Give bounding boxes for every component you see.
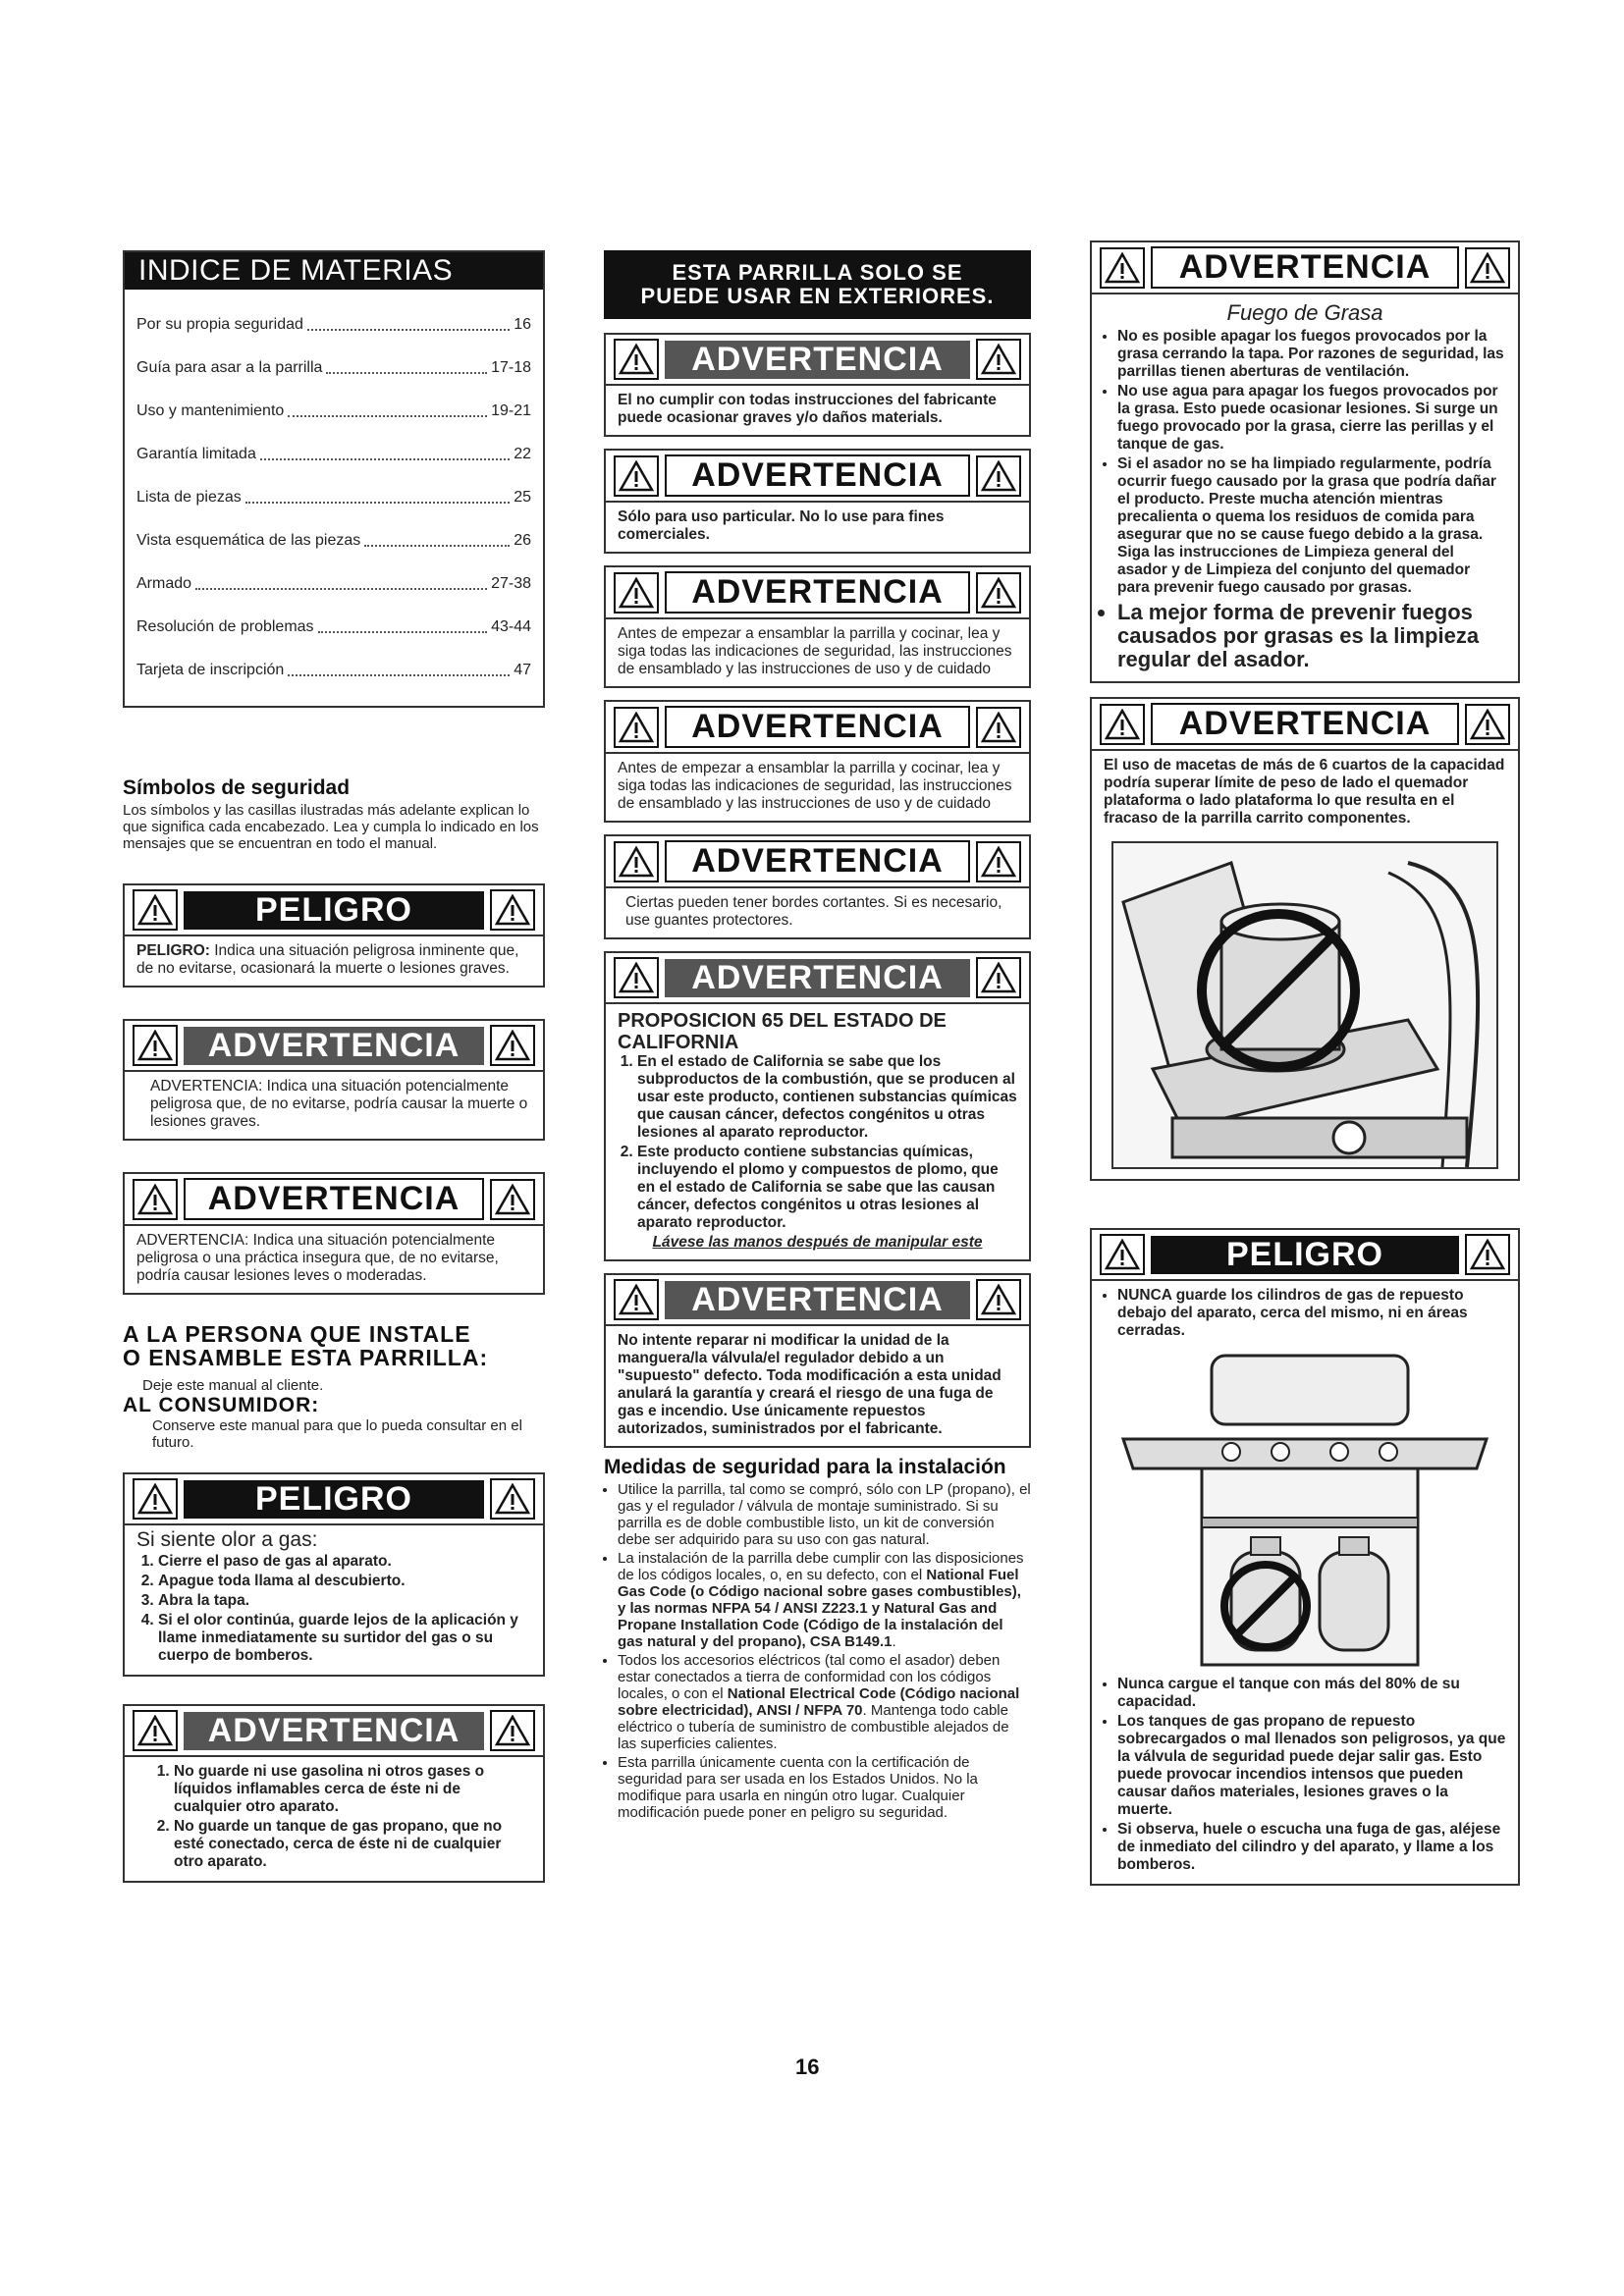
advertencia-text: Indica una situación potencialmente peligrosa que, de no evitarse, podría causar la muerte o lesiones graves. bbox=[150, 1078, 528, 1130]
warning-triangle-icon bbox=[1465, 247, 1510, 289]
installation-bullet bbox=[618, 1652, 1031, 1752]
installer-text: Deje este manual al cliente. bbox=[142, 1377, 324, 1394]
warning-triangle-icon bbox=[614, 339, 659, 380]
list-item: • Los tanques de gas propano de repuesto sobrecargados o mal llenados son peligrosos, ya que la válvula de seguridad puede dejar salir gas. Esto puede provocar incendios intensos que pueden causar daños materiales, lesiones graves o la muerte. bbox=[1117, 1713, 1506, 1819]
prop65-title: PROPOSICION 65 DEL ESTADO DE CALIFORNIA bbox=[618, 1010, 947, 1053]
toc-label: Resolución de problemas bbox=[136, 618, 314, 635]
toc-page: 17-18 bbox=[491, 359, 531, 376]
list-item: • Si observa, huele o escucha una fuga de gas, aléjese de inmediato del cilindro y del aparato, y llame a los bomberos. bbox=[1117, 1821, 1506, 1874]
grease-banner: ADVERTENCIA bbox=[1151, 246, 1459, 289]
advertencia-banner: ADVERTENCIA bbox=[184, 1027, 484, 1065]
gas-smell-list bbox=[136, 1553, 531, 1665]
warning-triangle-icon bbox=[133, 1710, 178, 1751]
advertencia-sharp-edges-box bbox=[604, 834, 1031, 939]
toc-title: INDICE DE MATERIAS bbox=[125, 252, 543, 290]
toc-row bbox=[125, 390, 543, 433]
toc-leader bbox=[195, 588, 487, 590]
toc-row bbox=[125, 347, 543, 390]
list-item: 3. Abra la tapa. bbox=[158, 1592, 531, 1610]
advertencia-read-instructions-box bbox=[604, 565, 1031, 688]
warning-triangle-icon bbox=[614, 707, 659, 748]
warning-triangle-icon bbox=[614, 455, 659, 497]
installation-bullet bbox=[618, 1550, 1031, 1650]
peligro-banner: PELIGRO bbox=[184, 891, 484, 930]
grease-key-message: • La mejor forma de prevenir fuegos causados por grasas es la limpieza regular del asador. bbox=[1117, 601, 1506, 671]
grill-cylinder-storage-illustration bbox=[1113, 1346, 1496, 1670]
warning-triangle-icon bbox=[1100, 704, 1145, 745]
precaucion-label: ADVERTENCIA: bbox=[136, 1232, 249, 1249]
toc-label: Uso y mantenimiento bbox=[136, 402, 285, 419]
precaucion-definition-box bbox=[123, 1172, 545, 1295]
toc-leader bbox=[288, 415, 487, 417]
advertencia-label: ADVERTENCIA: bbox=[150, 1078, 263, 1095]
installation-bullet: • Utilice la parrilla, tal como se compró, sólo con LP (propano), el gas y el regulador / válvula de montaje suministrado. Si su parrilla es de doble combustible listo, un kit de conversión debe ser adquirido para su uso con gas natural. bbox=[618, 1481, 1031, 1548]
toc-label: Armado bbox=[136, 575, 192, 592]
gasoline-list bbox=[152, 1763, 531, 1871]
symbols-text: Los símbolos y las casillas ilustradas más adelante explican lo que significa cada encabezado. Lea y cumpla lo indicado en los mensajes que se encuentran en todo el manual. bbox=[123, 802, 539, 852]
warning-triangle-icon bbox=[133, 1179, 178, 1220]
toc-row bbox=[125, 433, 543, 476]
toc-row bbox=[125, 649, 543, 692]
list-item: 2. No guarde un tanque de gas propano, que no esté conectado, cerca de éste ni de cualquier otro aparato. bbox=[174, 1818, 531, 1871]
toc-label: Por su propia seguridad bbox=[136, 316, 303, 333]
cylinders-list bbox=[1104, 1676, 1506, 1874]
gasoline-warning-box bbox=[123, 1704, 545, 1883]
toc-leader bbox=[307, 329, 510, 331]
warning-triangle-icon bbox=[976, 957, 1021, 998]
consumer-text: Conserve este manual para que lo pueda consultar en el futuro. bbox=[152, 1417, 522, 1451]
installation-title: Medidas de seguridad para la instalación bbox=[604, 1456, 1006, 1478]
adv2-text: Sólo para uso particular. No lo use para fines comerciales. bbox=[618, 508, 945, 543]
toc-leader bbox=[326, 372, 487, 374]
warning-triangle-icon bbox=[490, 889, 535, 931]
grease-fire-box bbox=[1090, 240, 1520, 683]
toc-page: 16 bbox=[514, 316, 531, 333]
gasoline-banner: ADVERTENCIA bbox=[184, 1712, 484, 1750]
peligro-definition-box bbox=[123, 883, 545, 988]
installer-heading-1: A LA PERSONA QUE INSTALE bbox=[123, 1321, 471, 1347]
adv3-text: Antes de empezar a ensamblar la parrilla y cocinar, lea y siga todas las indicaciones de seguridad, las instrucciones de ensamblado y las instrucciones de uso y de cuidado bbox=[618, 625, 1012, 677]
warning-triangle-icon bbox=[976, 707, 1021, 748]
spare-cylinder-danger-box bbox=[1090, 1228, 1520, 1886]
list-item: 1. En el estado de California se sabe que los subproductos de la combustión, que se producen al usar este producto, contienen substancias químicas que causan cáncer, defectos congénitos u otras lesiones al aparato reproductor. bbox=[637, 1053, 1017, 1142]
cylinders-top-text: • NUNCA guarde los cilindros de gas de repuesto debajo del aparato, cerca del mismo, ni en áreas cerradas. bbox=[1117, 1287, 1506, 1340]
peligro-text: Indica una situación peligrosa inminente que, de no evitarse, ocasionará la muerte o lesiones graves. bbox=[136, 942, 519, 977]
toc-label: Garantía limitada bbox=[136, 446, 256, 462]
installation-bullet: • Esta parrilla únicamente cuenta con la certificación de seguridad para ser usada en los Estados Unidos. No la modifique para usarla en ningún otro lugar. Cualquier modificación puede poner en peligro su seguridad. bbox=[618, 1754, 1031, 1821]
advertencia-manufacturer-box bbox=[604, 333, 1031, 437]
right-column bbox=[1090, 240, 1520, 1886]
precaucion-banner: ADVERTENCIA bbox=[184, 1178, 484, 1220]
toc-label: Vista esquemática de las piezas bbox=[136, 532, 361, 549]
regulator-warning-box bbox=[604, 1273, 1031, 1448]
symbols-title: Símbolos de seguridad bbox=[123, 776, 351, 799]
warning-triangle-icon bbox=[1100, 1234, 1145, 1275]
regulator-text: No intente reparar ni modificar la unidad de la manguera/la válvula/el regulador debido a un "supuesto" defecto. Toda modificación a esta unidad anulará la garantía y creará el riesgo de una fuga de gas e incendio. Use únicamente repuestos autorizados, suministrados por el fabricante. bbox=[618, 1332, 1001, 1437]
installation-code-name: National Electrical Code (Código nacional sobre electricidad), ANSI / NFPA 70 bbox=[618, 1685, 1020, 1719]
regulator-banner: ADVERTENCIA bbox=[665, 1281, 970, 1319]
toc-leader bbox=[245, 502, 510, 504]
advertencia-definition-box bbox=[123, 1019, 545, 1141]
adv1-text: El no cumplir con todas instrucciones del fabricante puede ocasionar graves y/o daños materials. bbox=[618, 392, 997, 426]
toc-page: 27-38 bbox=[491, 575, 531, 592]
outdoor-only-banner bbox=[604, 250, 1031, 319]
warning-triangle-icon bbox=[614, 841, 659, 882]
prop65-box bbox=[604, 951, 1031, 1261]
gas-smell-title: Si siente olor a gas: bbox=[136, 1528, 318, 1551]
page-number: 16 bbox=[795, 2055, 820, 2079]
warning-triangle-icon bbox=[490, 1179, 535, 1220]
adv3-banner: ADVERTENCIA bbox=[665, 571, 970, 614]
toc-page: 22 bbox=[514, 446, 531, 462]
installation-text: . Mantenga todo cable eléctrico o tubería de suministro de combustible alejados de las superficies calientes. bbox=[618, 1702, 1009, 1752]
toc-leader bbox=[364, 545, 510, 547]
list-item: • Si el asador no se ha limpiado regularmente, podría ocurrir fuego causado por la grasa que podría dañar el producto. Preste mucha atención mientras precalienta o quema los residuos de comida para asegurar que no se cause fuego debido a la grasa. Siga las instrucciones de Limpieza general del asador y de Limpieza del conjunto del quemador para prevenir fuego causado por grasas. bbox=[1117, 455, 1506, 597]
pots-text: El uso de macetas de más de 6 cuartos de la capacidad podría superar límite de peso de lado el quemador plataforma o lado plataforma lo que resulta en el fracaso de la parrilla carrito componentes. bbox=[1104, 757, 1505, 827]
warning-triangle-icon bbox=[614, 957, 659, 998]
list-item: • No use agua para apagar los fuegos provocados por la grasa. Esto puede ocasionar lesiones. Si surge un fuego provocado por la grasa, cierre las perillas y el tanque de gas. bbox=[1117, 383, 1506, 454]
pots-banner: ADVERTENCIA bbox=[1151, 703, 1459, 745]
peligro-label: PELIGRO: bbox=[136, 942, 210, 959]
consumer-heading: AL CONSUMIDOR: bbox=[123, 1394, 320, 1416]
adv1-banner: ADVERTENCIA bbox=[665, 341, 970, 379]
warning-triangle-icon bbox=[1465, 704, 1510, 745]
warning-triangle-icon bbox=[976, 455, 1021, 497]
prop65-banner: ADVERTENCIA bbox=[665, 959, 970, 997]
advertencia-private-use-box bbox=[604, 449, 1031, 554]
warning-triangle-icon bbox=[490, 1025, 535, 1066]
warning-triangle-icon bbox=[976, 572, 1021, 614]
grease-list bbox=[1104, 328, 1506, 597]
toc-row bbox=[125, 519, 543, 562]
installation-section bbox=[604, 1456, 1031, 1821]
prop65-footer: Lávese las manos después de manipular este bbox=[652, 1234, 983, 1251]
list-item: 1. No guarde ni use gasolina ni otros gases o líquidos inflamables cerca de éste ni de cualquier otro aparato. bbox=[174, 1763, 531, 1816]
warning-triangle-icon bbox=[976, 841, 1021, 882]
list-item: 1. Cierre el paso de gas al aparato. bbox=[158, 1553, 531, 1571]
outdoor-line-2: PUEDE USAR EN EXTERIORES. bbox=[640, 284, 995, 308]
toc-label: Tarjeta de inscripción bbox=[136, 662, 285, 678]
installation-text: Todos los accesorios eléctricos (tal como el asador) deben estar conectados a tierra de conformidad con los códigos locales, o con el bbox=[618, 1652, 1001, 1702]
cylinders-banner: PELIGRO bbox=[1151, 1236, 1459, 1274]
warning-triangle-icon bbox=[490, 1710, 535, 1751]
toc-row bbox=[125, 606, 543, 649]
toc-leader bbox=[260, 458, 510, 460]
adv4-banner: ADVERTENCIA bbox=[665, 706, 970, 748]
toc-leader bbox=[288, 674, 510, 676]
left-column bbox=[123, 250, 545, 1883]
toc-page: 25 bbox=[514, 489, 531, 506]
toc-page: 43-44 bbox=[491, 618, 531, 635]
prop65-list bbox=[618, 1053, 1017, 1232]
toc-page: 47 bbox=[514, 662, 531, 678]
pot-weight-box bbox=[1090, 697, 1520, 1181]
installation-text: La instalación de la parrilla debe cumplir con las disposiciones de los códigos locales, o, en su defecto, con el bbox=[618, 1550, 1024, 1583]
outdoor-line-1: ESTA PARRILLA SOLO SE bbox=[672, 260, 963, 285]
warning-triangle-icon bbox=[614, 572, 659, 614]
list-item: 2. Apague toda llama al descubierto. bbox=[158, 1573, 531, 1590]
precaucion-text: Indica una situación potencialmente peligrosa o una práctica insegura que, de no evitarse, podría causar lesiones leves o moderadas. bbox=[136, 1232, 499, 1284]
warning-triangle-icon bbox=[133, 1025, 178, 1066]
gas-smell-banner: PELIGRO bbox=[184, 1480, 484, 1519]
installer-section bbox=[123, 1322, 545, 1451]
list-item: • No es posible apagar los fuegos provocados por la grasa cerrando la tapa. Por razones de seguridad, las parrillas tienen aberturas de ventilación. bbox=[1117, 328, 1506, 381]
list-item: 4. Si el olor continúa, guarde lejos de la aplicación y llame inmediatamente su surtidor del gas o su cuerpo de bomberos. bbox=[158, 1612, 531, 1665]
toc-label: Lista de piezas bbox=[136, 489, 242, 506]
list-item: • Nunca cargue el tanque con más del 80% de su capacidad. bbox=[1117, 1676, 1506, 1711]
warning-triangle-icon bbox=[490, 1478, 535, 1520]
middle-column bbox=[604, 250, 1031, 1823]
grease-subtitle: Fuego de Grasa bbox=[1226, 300, 1383, 325]
adv5-banner: ADVERTENCIA bbox=[665, 840, 970, 882]
adv5-text: Ciertas pueden tener bordes cortantes. Si es necesario, use guantes protectores. bbox=[625, 894, 1002, 929]
warning-triangle-icon bbox=[133, 889, 178, 931]
warning-triangle-icon bbox=[133, 1478, 178, 1520]
installation-text: . bbox=[892, 1633, 896, 1650]
warning-triangle-icon bbox=[976, 339, 1021, 380]
toc-leader bbox=[318, 631, 488, 633]
list-item: 2. Este producto contiene substancias químicas, incluyendo el plomo y compuestos de plomo, que en el estado de California se sabe que las causan cáncer, defectos congénitos u otras lesiones al aparato reproductor. bbox=[637, 1144, 1017, 1232]
adv4-text: Antes de empezar a ensamblar la parrilla y cocinar, lea y siga todas las indicaciones de seguridad, las instrucciones de ensamblado y las instrucciones de uso y de cuidado bbox=[618, 760, 1012, 812]
warning-triangle-icon bbox=[976, 1279, 1021, 1320]
warning-triangle-icon bbox=[614, 1279, 659, 1320]
toc-page: 26 bbox=[514, 532, 531, 549]
gas-smell-box bbox=[123, 1472, 545, 1677]
toc-page: 19-21 bbox=[491, 402, 531, 419]
warning-triangle-icon bbox=[1465, 1234, 1510, 1275]
side-burner-pot-illustration bbox=[1111, 841, 1498, 1169]
table-of-contents bbox=[123, 250, 545, 708]
installation-code-name: National Fuel Gas Code (o Código nacional sobre gases combustibles), y las normas NFPA 54 / ANSI Z223.1 y Natural Gas and Propane Installation Code (Código de la instalación del gas natural y del propano), CSA B149.1 bbox=[618, 1567, 1021, 1650]
toc-label: Guía para asar a la parrilla bbox=[136, 359, 323, 376]
adv2-banner: ADVERTENCIA bbox=[665, 454, 970, 497]
toc-row bbox=[125, 303, 543, 347]
toc-row bbox=[125, 562, 543, 606]
warning-triangle-icon bbox=[1100, 247, 1145, 289]
advertencia-read-instructions-box-2 bbox=[604, 700, 1031, 823]
toc-row bbox=[125, 476, 543, 519]
installer-heading-2: O ENSAMBLE ESTA PARRILLA: bbox=[123, 1345, 489, 1370]
